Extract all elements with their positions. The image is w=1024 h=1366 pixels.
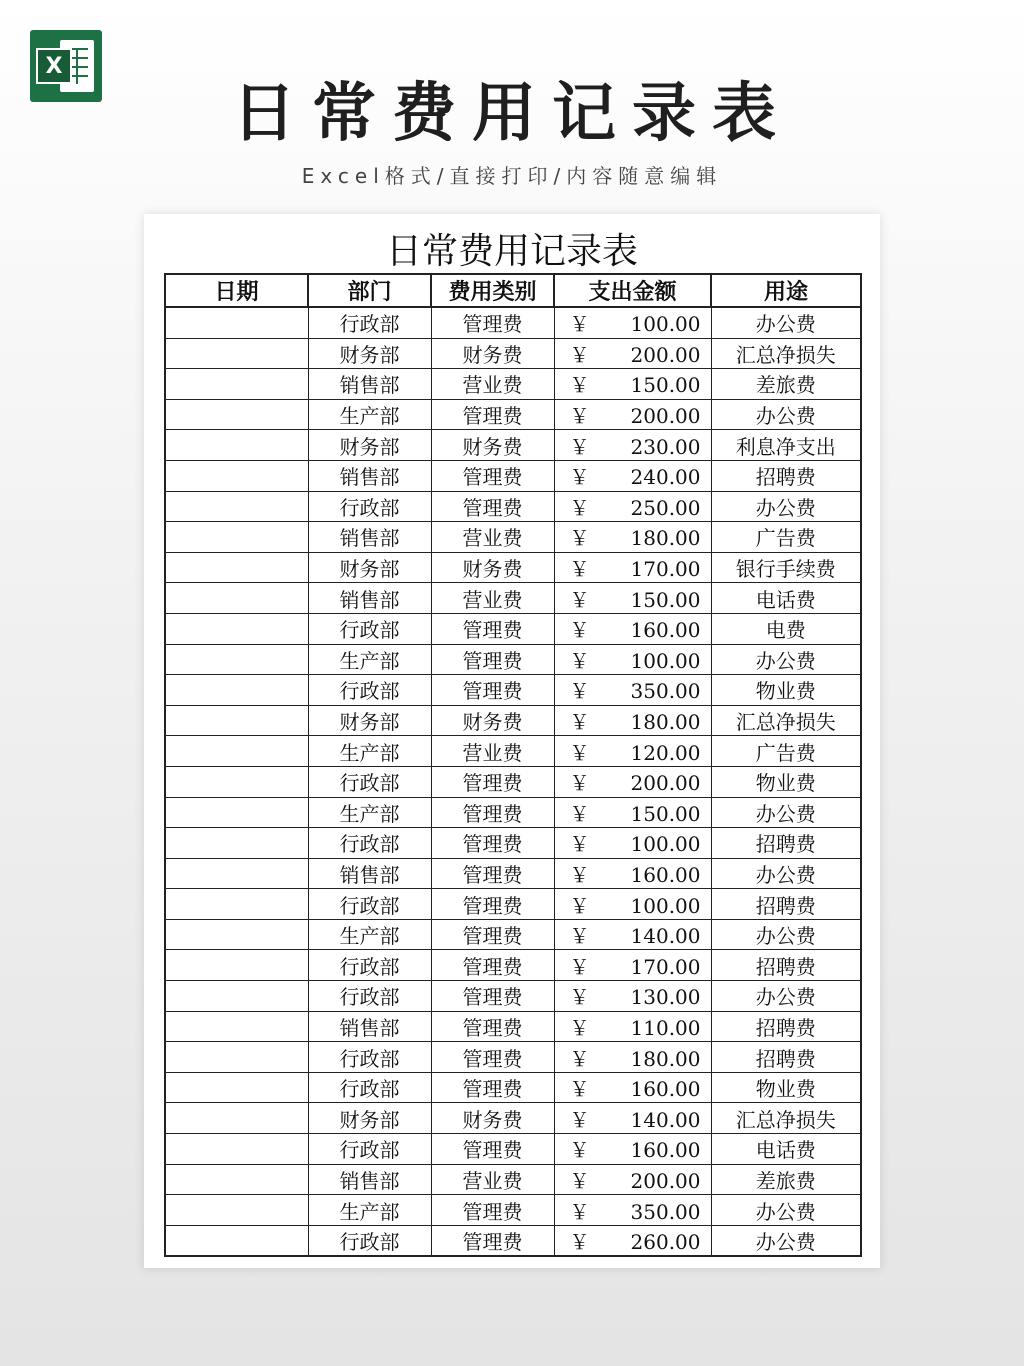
currency-symbol: ￥: [569, 954, 590, 979]
page-subtitle: Excel格式/直接打印/内容随意编辑: [301, 164, 723, 188]
purpose-cell[interactable]: 办公费: [711, 981, 861, 1012]
date-cell[interactable]: [165, 613, 308, 644]
amount-value: 160.00: [630, 862, 701, 887]
amount-cell[interactable]: [554, 1164, 711, 1195]
category-cell[interactable]: 营业费: [431, 1164, 554, 1195]
currency-symbol: ￥: [569, 434, 590, 459]
purpose-cell[interactable]: 办公费: [711, 399, 861, 430]
table-row: [165, 522, 861, 553]
amount-cell[interactable]: [554, 338, 711, 369]
category-cell[interactable]: 财务费: [431, 705, 554, 736]
amount-value: 150.00: [630, 801, 701, 826]
date-cell[interactable]: [165, 981, 308, 1012]
purpose-cell[interactable]: 电话费: [711, 1134, 861, 1165]
purpose-cell[interactable]: 利息净支出: [711, 430, 861, 461]
department-cell[interactable]: 生产部: [308, 797, 431, 828]
amount-cell[interactable]: [554, 583, 711, 614]
date-cell[interactable]: [165, 1072, 308, 1103]
table-row: [165, 858, 861, 889]
currency-symbol: ￥: [569, 465, 590, 490]
category-cell[interactable]: 管理费: [431, 950, 554, 981]
purpose-cell[interactable]: 办公费: [711, 797, 861, 828]
amount-cell[interactable]: [554, 369, 711, 400]
department-cell[interactable]: 财务部: [308, 705, 431, 736]
sheet-title: 日常费用记录表: [385, 231, 638, 272]
table-row: [165, 705, 861, 736]
amount-cell[interactable]: [554, 613, 711, 644]
date-cell[interactable]: [165, 858, 308, 889]
category-cell[interactable]: 管理费: [431, 613, 554, 644]
table-row: [165, 1042, 861, 1073]
category-cell[interactable]: 管理费: [431, 491, 554, 522]
purpose-cell[interactable]: 广告费: [711, 522, 861, 553]
department-cell[interactable]: 财务部: [308, 338, 431, 369]
purpose-cell[interactable]: 广告费: [711, 736, 861, 767]
purpose-cell[interactable]: 办公费: [711, 919, 861, 950]
currency-symbol: ￥: [569, 312, 590, 337]
table-body: [165, 307, 861, 1256]
amount-value: 170.00: [630, 557, 701, 582]
amount-value: 200.00: [630, 1168, 701, 1193]
currency-symbol: ￥: [569, 495, 590, 520]
purpose-cell[interactable]: 物业费: [711, 766, 861, 797]
amount-cell[interactable]: [554, 307, 711, 338]
date-cell[interactable]: [165, 919, 308, 950]
amount-value: 160.00: [630, 1138, 701, 1163]
amount-cell[interactable]: [554, 950, 711, 981]
currency-symbol: ￥: [569, 373, 590, 398]
category-cell[interactable]: 管理费: [431, 797, 554, 828]
amount-cell[interactable]: [554, 858, 711, 889]
column-header-category: 费用类别: [431, 274, 554, 307]
amount-value: 100.00: [630, 893, 701, 918]
currency-symbol: ￥: [569, 648, 590, 673]
category-cell[interactable]: 管理费: [431, 1195, 554, 1226]
amount-value: 150.00: [630, 373, 701, 398]
table-row: [165, 369, 861, 400]
currency-symbol: ￥: [569, 557, 590, 582]
amount-value: 100.00: [630, 312, 701, 337]
table-row: [165, 1195, 861, 1226]
category-cell[interactable]: 营业费: [431, 522, 554, 553]
amount-cell[interactable]: [554, 522, 711, 553]
amount-cell[interactable]: [554, 705, 711, 736]
purpose-cell[interactable]: 汇总净损失: [711, 338, 861, 369]
purpose-cell[interactable]: 招聘费: [711, 889, 861, 920]
currency-symbol: ￥: [569, 740, 590, 765]
department-cell[interactable]: 销售部: [308, 522, 431, 553]
currency-symbol: ￥: [569, 1138, 590, 1163]
department-cell[interactable]: 生产部: [308, 644, 431, 675]
currency-symbol: ￥: [569, 526, 590, 551]
currency-symbol: ￥: [569, 893, 590, 918]
date-cell[interactable]: [165, 675, 308, 706]
amount-cell[interactable]: [554, 766, 711, 797]
column-header-date: 日期: [165, 274, 308, 307]
amount-value: 260.00: [630, 1230, 701, 1255]
category-cell[interactable]: 管理费: [431, 1225, 554, 1256]
department-cell[interactable]: 行政部: [308, 766, 431, 797]
purpose-cell[interactable]: 差旅费: [711, 1164, 861, 1195]
department-cell[interactable]: 生产部: [308, 1195, 431, 1226]
category-cell[interactable]: 财务费: [431, 430, 554, 461]
category-cell[interactable]: 管理费: [431, 858, 554, 889]
amount-value: 350.00: [630, 679, 701, 704]
category-cell[interactable]: 管理费: [431, 981, 554, 1012]
purpose-cell[interactable]: 招聘费: [711, 460, 861, 491]
date-cell[interactable]: [165, 583, 308, 614]
date-cell[interactable]: [165, 1225, 308, 1256]
currency-symbol: ￥: [569, 1230, 590, 1255]
date-cell[interactable]: [165, 460, 308, 491]
table-row: [165, 889, 861, 920]
date-cell[interactable]: [165, 307, 308, 338]
category-cell[interactable]: 管理费: [431, 307, 554, 338]
purpose-cell[interactable]: 办公费: [711, 491, 861, 522]
department-cell[interactable]: 生产部: [308, 919, 431, 950]
date-cell[interactable]: [165, 1164, 308, 1195]
date-cell[interactable]: [165, 950, 308, 981]
currency-symbol: ￥: [569, 1015, 590, 1040]
amount-cell[interactable]: [554, 919, 711, 950]
amount-cell[interactable]: [554, 981, 711, 1012]
table-row: [165, 583, 861, 614]
currency-symbol: ￥: [569, 1107, 590, 1132]
department-cell[interactable]: 行政部: [308, 675, 431, 706]
table-row: [165, 797, 861, 828]
amount-value: 200.00: [630, 404, 701, 429]
amount-value: 200.00: [630, 342, 701, 367]
table-header-row: [165, 274, 861, 307]
department-cell[interactable]: 行政部: [308, 950, 431, 981]
amount-value: 100.00: [630, 832, 701, 857]
table-row: [165, 828, 861, 859]
amount-value: 140.00: [630, 1107, 701, 1132]
category-cell[interactable]: 财务费: [431, 1103, 554, 1134]
purpose-cell[interactable]: 办公费: [711, 1225, 861, 1256]
department-cell[interactable]: 销售部: [308, 583, 431, 614]
amount-value: 160.00: [630, 618, 701, 643]
category-cell[interactable]: 营业费: [431, 736, 554, 767]
column-header-department: 部门: [308, 274, 431, 307]
date-cell[interactable]: [165, 399, 308, 430]
amount-cell[interactable]: [554, 889, 711, 920]
date-cell[interactable]: [165, 1195, 308, 1226]
table-row: [165, 1103, 861, 1134]
purpose-cell[interactable]: 物业费: [711, 675, 861, 706]
currency-symbol: ￥: [569, 924, 590, 949]
category-cell[interactable]: 管理费: [431, 766, 554, 797]
amount-cell[interactable]: [554, 1011, 711, 1042]
purpose-cell[interactable]: 招聘费: [711, 1011, 861, 1042]
date-cell[interactable]: [165, 736, 308, 767]
amount-value: 180.00: [630, 1046, 701, 1071]
department-cell[interactable]: 行政部: [308, 1072, 431, 1103]
table-row: [165, 338, 861, 369]
department-cell[interactable]: 财务部: [308, 430, 431, 461]
date-cell[interactable]: [165, 797, 308, 828]
currency-symbol: ￥: [569, 710, 590, 735]
date-cell[interactable]: [165, 338, 308, 369]
amount-cell[interactable]: [554, 797, 711, 828]
date-cell[interactable]: [165, 1134, 308, 1165]
category-cell[interactable]: 财务费: [431, 552, 554, 583]
amount-value: 250.00: [630, 495, 701, 520]
amount-cell[interactable]: [554, 1225, 711, 1256]
department-cell[interactable]: 财务部: [308, 552, 431, 583]
amount-value: 100.00: [630, 648, 701, 673]
currency-symbol: ￥: [569, 618, 590, 643]
amount-cell[interactable]: [554, 828, 711, 859]
currency-symbol: ￥: [569, 1199, 590, 1224]
department-cell[interactable]: 行政部: [308, 889, 431, 920]
amount-value: 350.00: [630, 1199, 701, 1224]
amount-cell[interactable]: [554, 1103, 711, 1134]
department-cell[interactable]: 行政部: [308, 613, 431, 644]
date-cell[interactable]: [165, 369, 308, 400]
amount-cell[interactable]: [554, 399, 711, 430]
table-row: [165, 613, 861, 644]
amount-cell[interactable]: [554, 644, 711, 675]
amount-cell[interactable]: [554, 430, 711, 461]
category-cell[interactable]: 管理费: [431, 399, 554, 430]
amount-cell[interactable]: [554, 675, 711, 706]
currency-symbol: ￥: [569, 862, 590, 887]
date-cell[interactable]: [165, 491, 308, 522]
table-row: [165, 399, 861, 430]
department-cell[interactable]: 行政部: [308, 1134, 431, 1165]
table-row: [165, 460, 861, 491]
currency-symbol: ￥: [569, 1046, 590, 1071]
amount-value: 110.00: [630, 1015, 701, 1040]
category-cell[interactable]: 管理费: [431, 1042, 554, 1073]
department-cell[interactable]: 行政部: [308, 981, 431, 1012]
table-row: [165, 1164, 861, 1195]
date-cell[interactable]: [165, 889, 308, 920]
category-cell[interactable]: 管理费: [431, 1072, 554, 1103]
table-row: [165, 430, 861, 461]
currency-symbol: ￥: [569, 587, 590, 612]
department-cell[interactable]: 行政部: [308, 491, 431, 522]
amount-cell[interactable]: [554, 736, 711, 767]
department-cell[interactable]: 销售部: [308, 1164, 431, 1195]
amount-value: 130.00: [630, 985, 701, 1010]
page-title: 日常费用记录表: [232, 77, 792, 151]
purpose-cell[interactable]: 电话费: [711, 583, 861, 614]
table-row: [165, 950, 861, 981]
table-row: [165, 1011, 861, 1042]
table-row: [165, 736, 861, 767]
date-cell[interactable]: [165, 644, 308, 675]
purpose-cell[interactable]: 招聘费: [711, 950, 861, 981]
date-cell[interactable]: [165, 828, 308, 859]
amount-cell[interactable]: [554, 460, 711, 491]
purpose-cell[interactable]: 汇总净损失: [711, 705, 861, 736]
department-cell[interactable]: 行政部: [308, 828, 431, 859]
currency-symbol: ￥: [569, 832, 590, 857]
amount-value: 180.00: [630, 526, 701, 551]
amount-value: 180.00: [630, 710, 701, 735]
purpose-cell[interactable]: 招聘费: [711, 1042, 861, 1073]
table-row: [165, 1225, 861, 1256]
purpose-cell[interactable]: 差旅费: [711, 369, 861, 400]
department-cell[interactable]: 销售部: [308, 1011, 431, 1042]
department-cell[interactable]: 财务部: [308, 1103, 431, 1134]
date-cell[interactable]: [165, 1011, 308, 1042]
table-row: [165, 981, 861, 1012]
category-cell[interactable]: 管理费: [431, 1011, 554, 1042]
purpose-cell[interactable]: 物业费: [711, 1072, 861, 1103]
purpose-cell[interactable]: 银行手续费: [711, 552, 861, 583]
currency-symbol: ￥: [569, 985, 590, 1010]
category-cell[interactable]: 管理费: [431, 644, 554, 675]
amount-value: 120.00: [630, 740, 701, 765]
date-cell[interactable]: [165, 705, 308, 736]
amount-cell[interactable]: [554, 552, 711, 583]
amount-value: 200.00: [630, 771, 701, 796]
purpose-cell[interactable]: 办公费: [711, 307, 861, 338]
date-cell[interactable]: [165, 522, 308, 553]
date-cell[interactable]: [165, 552, 308, 583]
department-cell[interactable]: 行政部: [308, 307, 431, 338]
amount-cell[interactable]: [554, 1134, 711, 1165]
category-cell[interactable]: 管理费: [431, 919, 554, 950]
excel-x-letter: X: [36, 48, 72, 84]
department-cell[interactable]: 销售部: [308, 858, 431, 889]
purpose-cell[interactable]: 电费: [711, 613, 861, 644]
table-row: [165, 307, 861, 338]
department-cell[interactable]: 销售部: [308, 369, 431, 400]
category-cell[interactable]: 营业费: [431, 369, 554, 400]
date-cell[interactable]: [165, 1103, 308, 1134]
category-cell[interactable]: 管理费: [431, 460, 554, 491]
date-cell[interactable]: [165, 1042, 308, 1073]
department-cell[interactable]: 行政部: [308, 1225, 431, 1256]
column-header-purpose: 用途: [711, 274, 861, 307]
department-cell[interactable]: 生产部: [308, 399, 431, 430]
amount-value: 140.00: [630, 924, 701, 949]
table-row: [165, 1072, 861, 1103]
table-row: [165, 675, 861, 706]
amount-value: 150.00: [630, 587, 701, 612]
currency-symbol: ￥: [569, 1077, 590, 1102]
purpose-cell[interactable]: 招聘费: [711, 828, 861, 859]
currency-symbol: ￥: [569, 771, 590, 796]
table-row: [165, 644, 861, 675]
purpose-cell[interactable]: 办公费: [711, 858, 861, 889]
amount-cell[interactable]: [554, 1042, 711, 1073]
amount-cell[interactable]: [554, 1195, 711, 1226]
category-cell[interactable]: 营业费: [431, 583, 554, 614]
department-cell[interactable]: 销售部: [308, 460, 431, 491]
amount-value: 230.00: [630, 434, 701, 459]
amount-value: 170.00: [630, 954, 701, 979]
amount-value: 240.00: [630, 465, 701, 490]
category-cell[interactable]: 管理费: [431, 889, 554, 920]
amount-cell[interactable]: [554, 1072, 711, 1103]
date-cell[interactable]: [165, 430, 308, 461]
table-row: [165, 766, 861, 797]
table-row: [165, 919, 861, 950]
currency-symbol: ￥: [569, 342, 590, 367]
purpose-cell[interactable]: 办公费: [711, 1195, 861, 1226]
table-row: [165, 491, 861, 522]
currency-symbol: ￥: [569, 801, 590, 826]
currency-symbol: ￥: [569, 679, 590, 704]
category-cell[interactable]: 财务费: [431, 338, 554, 369]
department-cell[interactable]: 生产部: [308, 736, 431, 767]
category-cell[interactable]: 管理费: [431, 828, 554, 859]
table-row: [165, 1134, 861, 1165]
purpose-cell[interactable]: 汇总净损失: [711, 1103, 861, 1134]
date-cell[interactable]: [165, 766, 308, 797]
currency-symbol: ￥: [569, 404, 590, 429]
amount-cell[interactable]: [554, 491, 711, 522]
column-header-amount: 支出金额: [554, 274, 711, 307]
purpose-cell[interactable]: 办公费: [711, 644, 861, 675]
amount-value: 160.00: [630, 1077, 701, 1102]
category-cell[interactable]: 管理费: [431, 675, 554, 706]
expense-table: [164, 273, 862, 1257]
department-cell[interactable]: 行政部: [308, 1042, 431, 1073]
category-cell[interactable]: 管理费: [431, 1134, 554, 1165]
currency-symbol: ￥: [569, 1168, 590, 1193]
table-row: [165, 552, 861, 583]
